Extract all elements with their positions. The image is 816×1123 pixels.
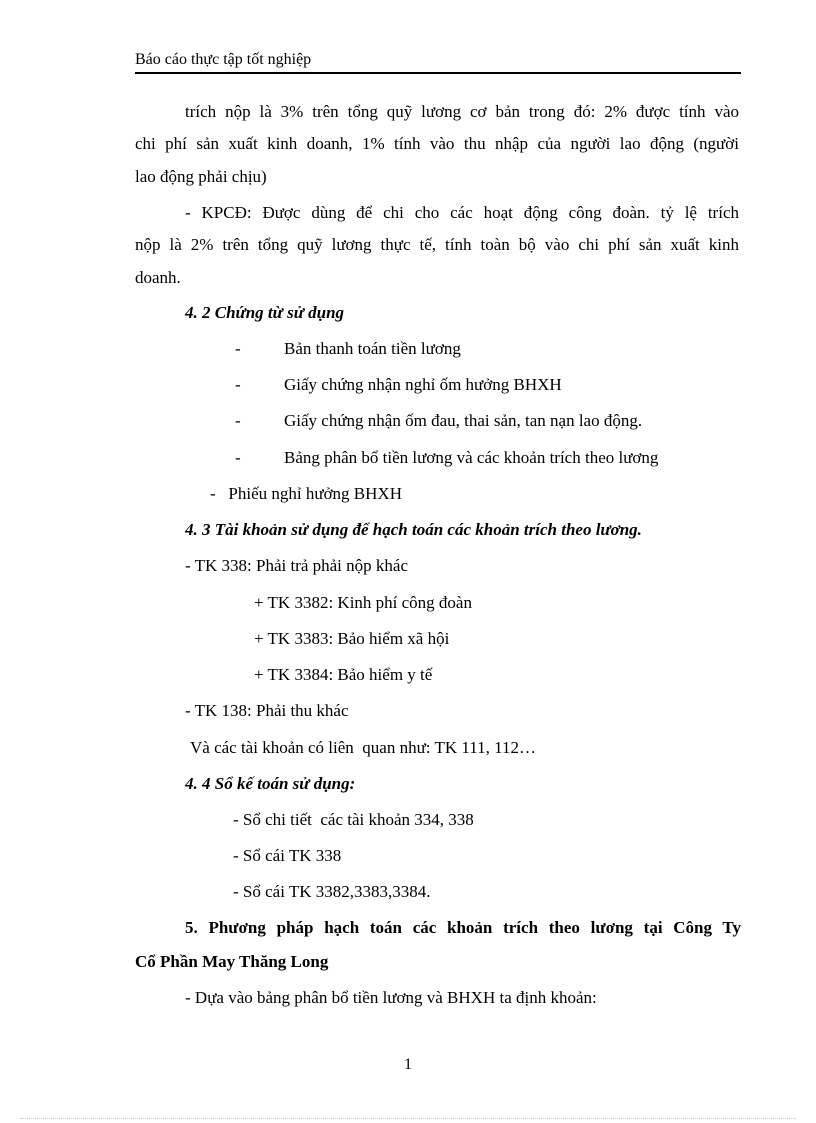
list-item-text: Giấy chứng nhận ốm đau, thai sản, tan nạn lao động.: [284, 411, 643, 430]
page-number: 1: [404, 1056, 412, 1073]
list-item-last: - Phiếu nghỉ hưởng BHXH: [210, 484, 402, 503]
tk-3382-line: + TK 3382: Kinh phí công đoàn: [254, 593, 472, 612]
list-dash: -: [235, 375, 241, 394]
footer-divider: [20, 1118, 796, 1119]
section-4-3-heading: 4. 3 Tài khoản sử dụng để hạch toán các khoản trích theo lương.: [185, 520, 642, 539]
list-dash: -: [235, 411, 241, 430]
section-5-heading-line1: 5. Phương pháp hạch toán các khoản trích theo lương tại Công Ty: [185, 918, 741, 937]
para1-line3: lao động phải chịu): [135, 167, 267, 186]
para1-line1: trích nộp là 3% trên tổng quỹ lương cơ bản trong đó: 2% được tính vào: [185, 102, 739, 121]
para2-line2: nộp là 2% trên tổng quỹ lương thực tế, tính toàn bộ vào chi phí sản xuất kinh: [135, 235, 739, 254]
section-5-heading-line2: Cổ Phần May Thăng Long: [135, 952, 329, 971]
list-dash: -: [235, 448, 241, 467]
section-5-body: - Dựa vào bảng phân bổ tiền lương và BHXH ta định khoản:: [185, 988, 597, 1007]
list-item-text: Giấy chứng nhận nghỉ ốm hưởng BHXH: [284, 375, 562, 394]
list-dash: -: [235, 339, 241, 358]
header-title: Báo cáo thực tập tốt nghiệp: [135, 51, 312, 68]
related-accounts-line: Và các tài khoản có liên quan như: TK 111, 112…: [190, 738, 536, 757]
tk-338-line: - TK 338: Phải trả phải nộp khác: [185, 556, 409, 575]
section-4-2-heading: 4. 2 Chứng từ sử dụng: [185, 303, 345, 322]
tk-3384-line: + TK 3384: Bảo hiểm y tế: [254, 665, 433, 684]
para1-line2: chi phí sản xuất kinh doanh, 1% tính vào thu nhập của người lao động (người: [135, 134, 739, 153]
list-item-text: Bảng phân bổ tiền lương và các khoản trích theo lương: [284, 448, 659, 467]
ledger-item: - Sổ cái TK 338: [233, 846, 342, 865]
page-header: [135, 50, 741, 74]
para2-line1: - KPCĐ: Được dùng để chi cho các hoạt động công đoàn. tỷ lệ trích: [185, 203, 739, 222]
section-4-4-heading: 4. 4 Sổ kế toán sử dụng:: [185, 774, 356, 793]
tk-3383-line: + TK 3383: Bảo hiểm xã hội: [254, 629, 450, 648]
tk-138-line: - TK 138: Phải thu khác: [185, 701, 349, 720]
list-item-text: Bản thanh toán tiền lương: [284, 339, 461, 358]
ledger-item: - Sổ cái TK 3382,3383,3384.: [233, 882, 431, 901]
ledger-item: - Sổ chi tiết các tài khoản 334, 338: [233, 810, 474, 829]
para2-line3: doanh.: [135, 268, 181, 287]
